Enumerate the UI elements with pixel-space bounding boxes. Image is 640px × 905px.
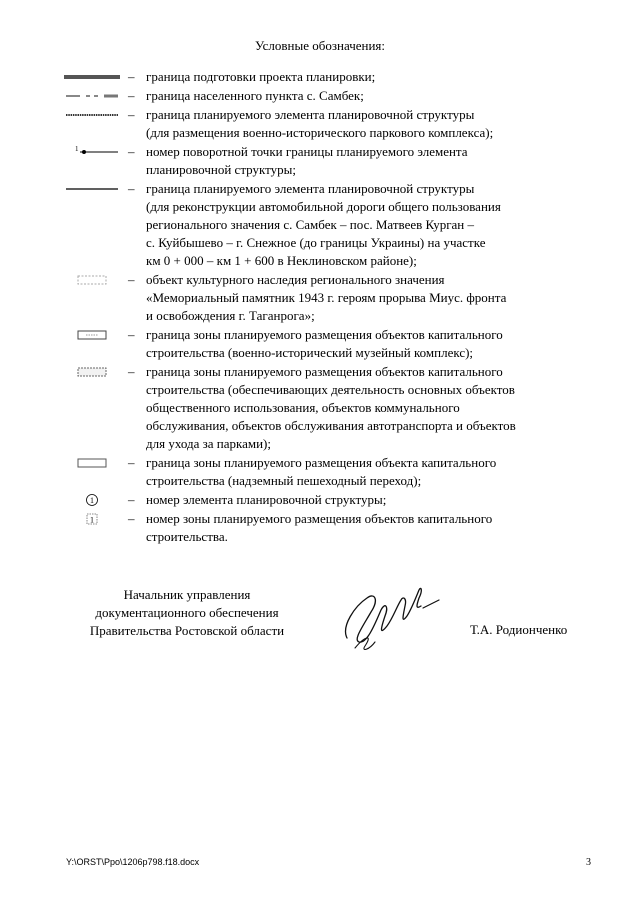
position-line: Правительства Ростовской области <box>89 623 285 638</box>
legend-text-line: для ухода за парками); <box>146 436 271 451</box>
legend-item <box>60 180 600 270</box>
thick-gray-line-icon <box>60 68 124 86</box>
page-number: 3 <box>586 857 591 868</box>
legend-text-line: строительства (надземный пешеходный переход); <box>146 473 422 488</box>
heritage-object-icon <box>60 271 124 289</box>
handwritten-signature <box>335 576 445 661</box>
legend-text-line: номер поворотной точки границы планируемого элемента <box>146 144 468 159</box>
legend-dash: – <box>128 327 135 342</box>
dotted-line-icon <box>60 106 124 124</box>
legend-dash: – <box>128 144 135 159</box>
legend-text-line: граница зоны планируемого размещения объекта капитального <box>146 455 497 470</box>
circled-number-icon <box>60 491 124 509</box>
legend-text-line: (для реконструкции автомобильной дороги общего пользования <box>146 199 501 214</box>
legend-item <box>60 510 600 546</box>
svg-text:1: 1 <box>75 145 79 153</box>
legend-text-line: граница подготовки проекта планировки; <box>146 69 376 84</box>
legend-text-line: объект культурного наследия регионального значения <box>146 272 445 287</box>
legend-text-line: планировочной структуры; <box>146 162 296 177</box>
legend-text-line: граница населенного пункта с. Самбек; <box>146 88 364 103</box>
dashed-settlement-border-icon <box>60 87 124 105</box>
page-title: Условные обозначения: <box>254 38 386 53</box>
legend-dash: – <box>128 455 135 470</box>
legend-dash: – <box>128 88 135 103</box>
legend-text-line: (для размещения военно-исторического паркового комплекса); <box>146 125 494 140</box>
museum-zone-icon <box>60 326 124 344</box>
legend-item <box>60 454 600 490</box>
legend <box>60 68 600 547</box>
legend-text-line: граница планируемого элемента планировочной структуры <box>146 107 475 122</box>
legend-item <box>60 87 600 105</box>
circled-number-text: 1 <box>90 496 94 505</box>
legend-item <box>60 143 600 179</box>
signatory-name: Т.А. Родионченко <box>470 622 568 637</box>
legend-item <box>60 491 600 509</box>
legend-text-line: регионального значения с. Самбек – пос. Матвеев Курган – <box>146 217 475 232</box>
legend-item <box>60 326 600 362</box>
legend-dash: – <box>128 492 135 507</box>
solid-line-icon <box>60 180 124 198</box>
legend-dash: – <box>128 69 135 84</box>
turning-point-marker-icon <box>60 143 124 161</box>
legend-text-line: строительства (военно-исторический музейный комплекс); <box>146 345 474 360</box>
legend-text-line: граница планируемого элемента планировочной структуры <box>146 181 475 196</box>
legend-text-line: строительства. <box>146 529 228 544</box>
legend-text-line: номер зоны планируемого размещения объектов капитального <box>146 511 493 526</box>
legend-text-line: «Мемориальный памятник 1943 г. героям прорыва Миус. фронта <box>146 290 507 305</box>
legend-text-line: обслуживания, объектов обслуживания автотранспорта и объектов <box>146 418 516 433</box>
legend-dash: – <box>128 364 135 379</box>
position-line: Начальник управления <box>123 587 251 602</box>
service-zone-icon <box>60 363 124 381</box>
legend-text-line: граница зоны планируемого размещения объектов капитального <box>146 364 503 379</box>
boxed-number-text: 1 <box>90 515 94 525</box>
legend-dash: – <box>128 511 135 526</box>
legend-text-line: граница зоны планируемого размещения объектов капитального <box>146 327 503 342</box>
legend-item <box>60 106 600 142</box>
file-path: Y:\ORST\Ppo\1206p798.f18.docx <box>66 857 200 867</box>
signatory-position <box>62 586 312 640</box>
legend-text-line: строительства (обеспечивающих деятельность основных объектов <box>146 382 515 397</box>
legend-text-line: общественного использования, объектов коммунального <box>146 400 460 415</box>
boxed-number-icon <box>60 510 124 528</box>
legend-text-line: км 0 + 000 – км 1 + 600 в Неклиновском районе); <box>146 253 417 268</box>
legend-text-line: номер элемента планировочной структуры; <box>146 492 387 507</box>
legend-dash: – <box>128 107 135 122</box>
legend-dash: – <box>128 181 135 196</box>
legend-item <box>60 271 600 325</box>
legend-dash: – <box>128 272 135 287</box>
legend-item <box>60 363 600 453</box>
legend-text-line: и освобождения г. Таганрога»; <box>146 308 315 323</box>
legend-item <box>60 68 600 86</box>
legend-text-line: с. Куйбышево – г. Снежное (до границы Украины) на участке <box>146 235 486 250</box>
footbridge-zone-icon <box>60 454 124 472</box>
position-line: документационного обеспечения <box>95 605 279 620</box>
